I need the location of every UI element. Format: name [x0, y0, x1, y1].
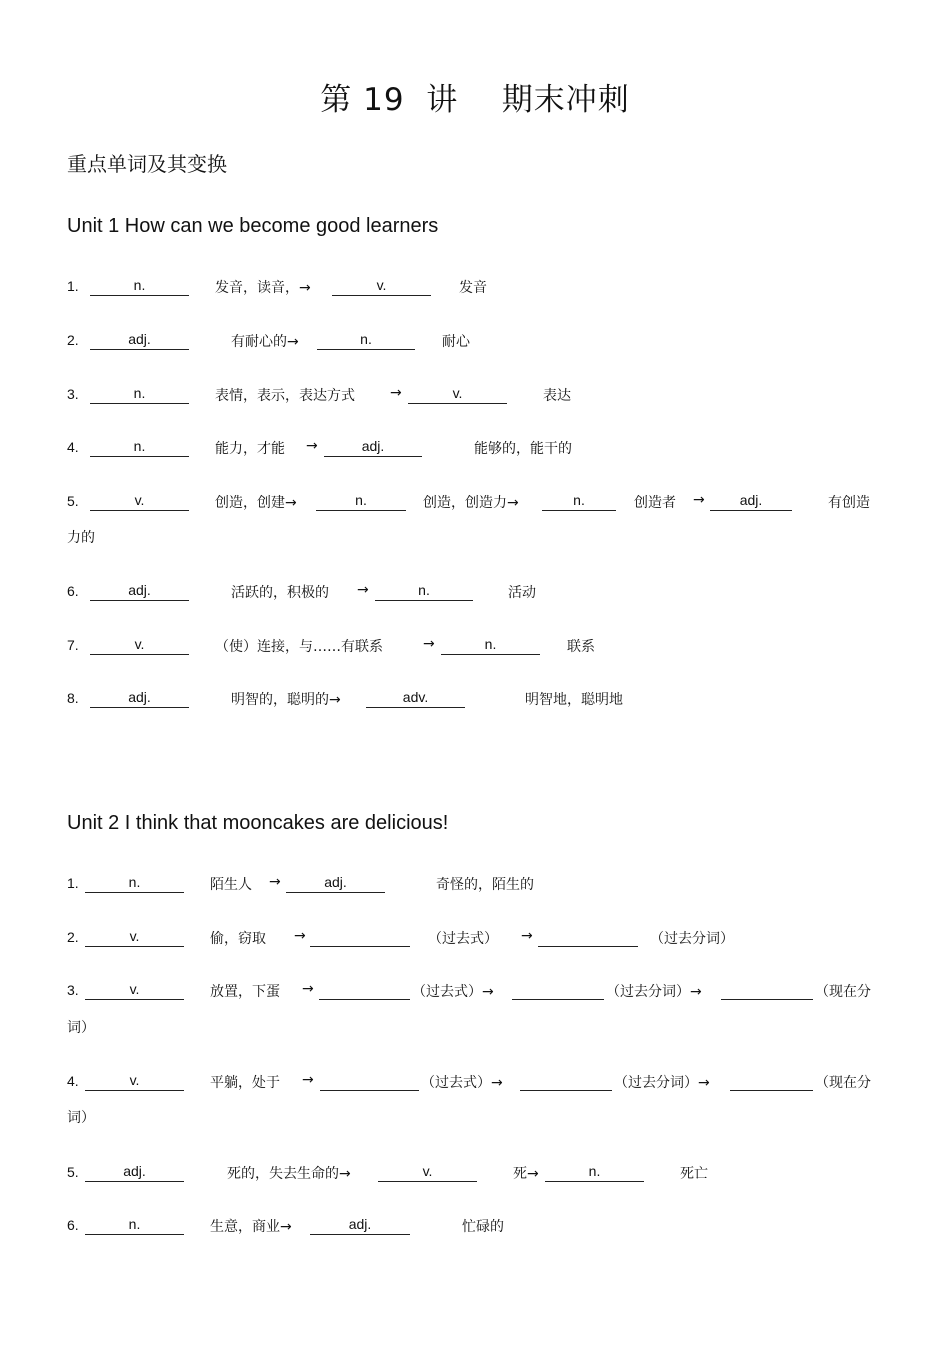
fill-in-blank[interactable]: n.	[375, 581, 473, 601]
unit-2-title: Unit 2 I think that mooncakes are delicious!	[67, 812, 449, 834]
item-number: 5.	[67, 493, 79, 509]
definition-text: 活跃的，积极的	[231, 585, 329, 601]
fill-in-blank[interactable]: adj.	[90, 688, 189, 708]
fill-in-blank[interactable]: n.	[545, 1162, 644, 1182]
definition-text: 表达	[543, 388, 571, 404]
item-number: 2.	[67, 929, 79, 945]
definition-text: 能够的，能干的	[474, 441, 572, 457]
item-number: 1.	[67, 875, 79, 891]
arrow-text: →	[390, 385, 402, 401]
item-number: 3.	[67, 386, 79, 402]
definition-text: 明智的，聪明的→	[231, 692, 341, 708]
definition-text: 偷，窃取	[210, 931, 266, 947]
unit-1-title: Unit 1 How can we become good learners	[67, 215, 439, 237]
fill-in-blank[interactable]: v.	[408, 384, 507, 404]
definition-text: 发音，读音，→	[215, 280, 311, 296]
fill-in-blank[interactable]: adj.	[85, 1162, 184, 1182]
fill-in-blank[interactable]: adj.	[710, 491, 792, 511]
arrow-text: →	[302, 1072, 314, 1088]
definition-text: （过去分词）→	[606, 984, 702, 1000]
fill-in-blank[interactable]: v.	[85, 980, 184, 1000]
definition-text: 有创造	[828, 495, 870, 511]
definition-text-continued: 词）	[67, 1020, 95, 1036]
fill-in-blank[interactable]: v.	[378, 1162, 477, 1182]
definition-text: （现在分	[815, 984, 871, 1000]
item-number: 6.	[67, 1217, 79, 1233]
arrow-text: →	[269, 874, 281, 890]
fill-in-blank[interactable]: v.	[85, 1071, 184, 1091]
fill-in-blank[interactable]: v.	[85, 927, 184, 947]
fill-in-blank[interactable]: adv.	[366, 688, 465, 708]
arrow-text: →	[693, 492, 705, 508]
definition-text: 生意，商业→	[210, 1219, 292, 1235]
definition-text: 表情，表示，表达方式	[215, 388, 355, 404]
definition-text: 明智地，聪明地	[525, 692, 623, 708]
definition-text: （过去式）	[428, 931, 498, 947]
fill-in-blank[interactable]: n.	[542, 491, 616, 511]
item-number: 4.	[67, 1073, 79, 1089]
fill-in-blank[interactable]: adj.	[310, 1215, 410, 1235]
fill-in-blank[interactable]: n.	[317, 330, 415, 350]
definition-text-continued: 词）	[67, 1110, 95, 1126]
item-number: 8.	[67, 690, 79, 706]
definition-text: 创造，创建→	[215, 495, 297, 511]
fill-in-blank[interactable]	[319, 980, 410, 1000]
arrow-text: →	[423, 636, 435, 652]
definition-text: 死的，失去生命的→	[227, 1166, 351, 1182]
fill-in-blank[interactable]	[730, 1071, 813, 1091]
definition-text: 创造者	[634, 495, 676, 511]
definition-text: （过去式）→	[421, 1075, 503, 1091]
definition-text: （过去式）→	[412, 984, 494, 1000]
definition-text: （过去分词）	[650, 931, 734, 947]
item-number: 1.	[67, 278, 79, 294]
definition-text: 发音	[459, 280, 487, 296]
page-title: 第 19 讲 期末冲刺	[320, 82, 630, 118]
definition-text: （现在分	[815, 1075, 871, 1091]
definition-text: （过去分词）→	[614, 1075, 710, 1091]
definition-text: 有耐心的→	[231, 334, 299, 350]
definition-text: 平躺，处于	[210, 1075, 280, 1091]
fill-in-blank[interactable]: adj.	[90, 330, 189, 350]
definition-text: 忙碌的	[462, 1219, 504, 1235]
item-number: 7.	[67, 637, 79, 653]
item-number: 3.	[67, 982, 79, 998]
fill-in-blank[interactable]: n.	[85, 1215, 184, 1235]
fill-in-blank[interactable]: adj.	[324, 437, 422, 457]
fill-in-blank[interactable]	[538, 927, 638, 947]
fill-in-blank[interactable]: v.	[90, 635, 189, 655]
fill-in-blank[interactable]	[520, 1071, 612, 1091]
arrow-text: →	[306, 438, 318, 454]
fill-in-blank[interactable]: adj.	[90, 581, 189, 601]
fill-in-blank[interactable]: v.	[90, 491, 189, 511]
fill-in-blank[interactable]: n.	[90, 437, 189, 457]
definition-text: 能力，才能	[215, 441, 285, 457]
fill-in-blank[interactable]: v.	[332, 276, 431, 296]
item-number: 5.	[67, 1164, 79, 1180]
arrow-text: →	[521, 928, 533, 944]
fill-in-blank[interactable]	[310, 927, 410, 947]
fill-in-blank[interactable]: n.	[90, 384, 189, 404]
arrow-text: →	[357, 582, 369, 598]
fill-in-blank[interactable]: n.	[90, 276, 189, 296]
fill-in-blank[interactable]: n.	[85, 873, 184, 893]
arrow-text: →	[302, 981, 314, 997]
arrow-text: →	[294, 928, 306, 944]
item-number: 2.	[67, 332, 79, 348]
fill-in-blank[interactable]: adj.	[286, 873, 385, 893]
definition-text: 放置，下蛋	[210, 984, 280, 1000]
definition-text-continued: 力的	[67, 530, 95, 546]
definition-text: （使）连接，与……有联系	[215, 639, 383, 655]
fill-in-blank[interactable]	[512, 980, 604, 1000]
definition-text: 陌生人	[210, 877, 252, 893]
fill-in-blank[interactable]: n.	[316, 491, 406, 511]
fill-in-blank[interactable]	[320, 1071, 419, 1091]
definition-text: 耐心	[442, 334, 470, 350]
definition-text: 活动	[508, 585, 536, 601]
definition-text: 奇怪的，陌生的	[436, 877, 534, 893]
item-number: 4.	[67, 439, 79, 455]
fill-in-blank[interactable]	[721, 980, 813, 1000]
definition-text: 创造，创造力→	[423, 495, 519, 511]
section-heading: 重点单词及其变换	[67, 152, 227, 176]
item-number: 6.	[67, 583, 79, 599]
definition-text: 死→	[513, 1166, 539, 1182]
definition-text: 死亡	[680, 1166, 708, 1182]
definition-text: 联系	[567, 639, 595, 655]
fill-in-blank[interactable]: n.	[441, 635, 540, 655]
